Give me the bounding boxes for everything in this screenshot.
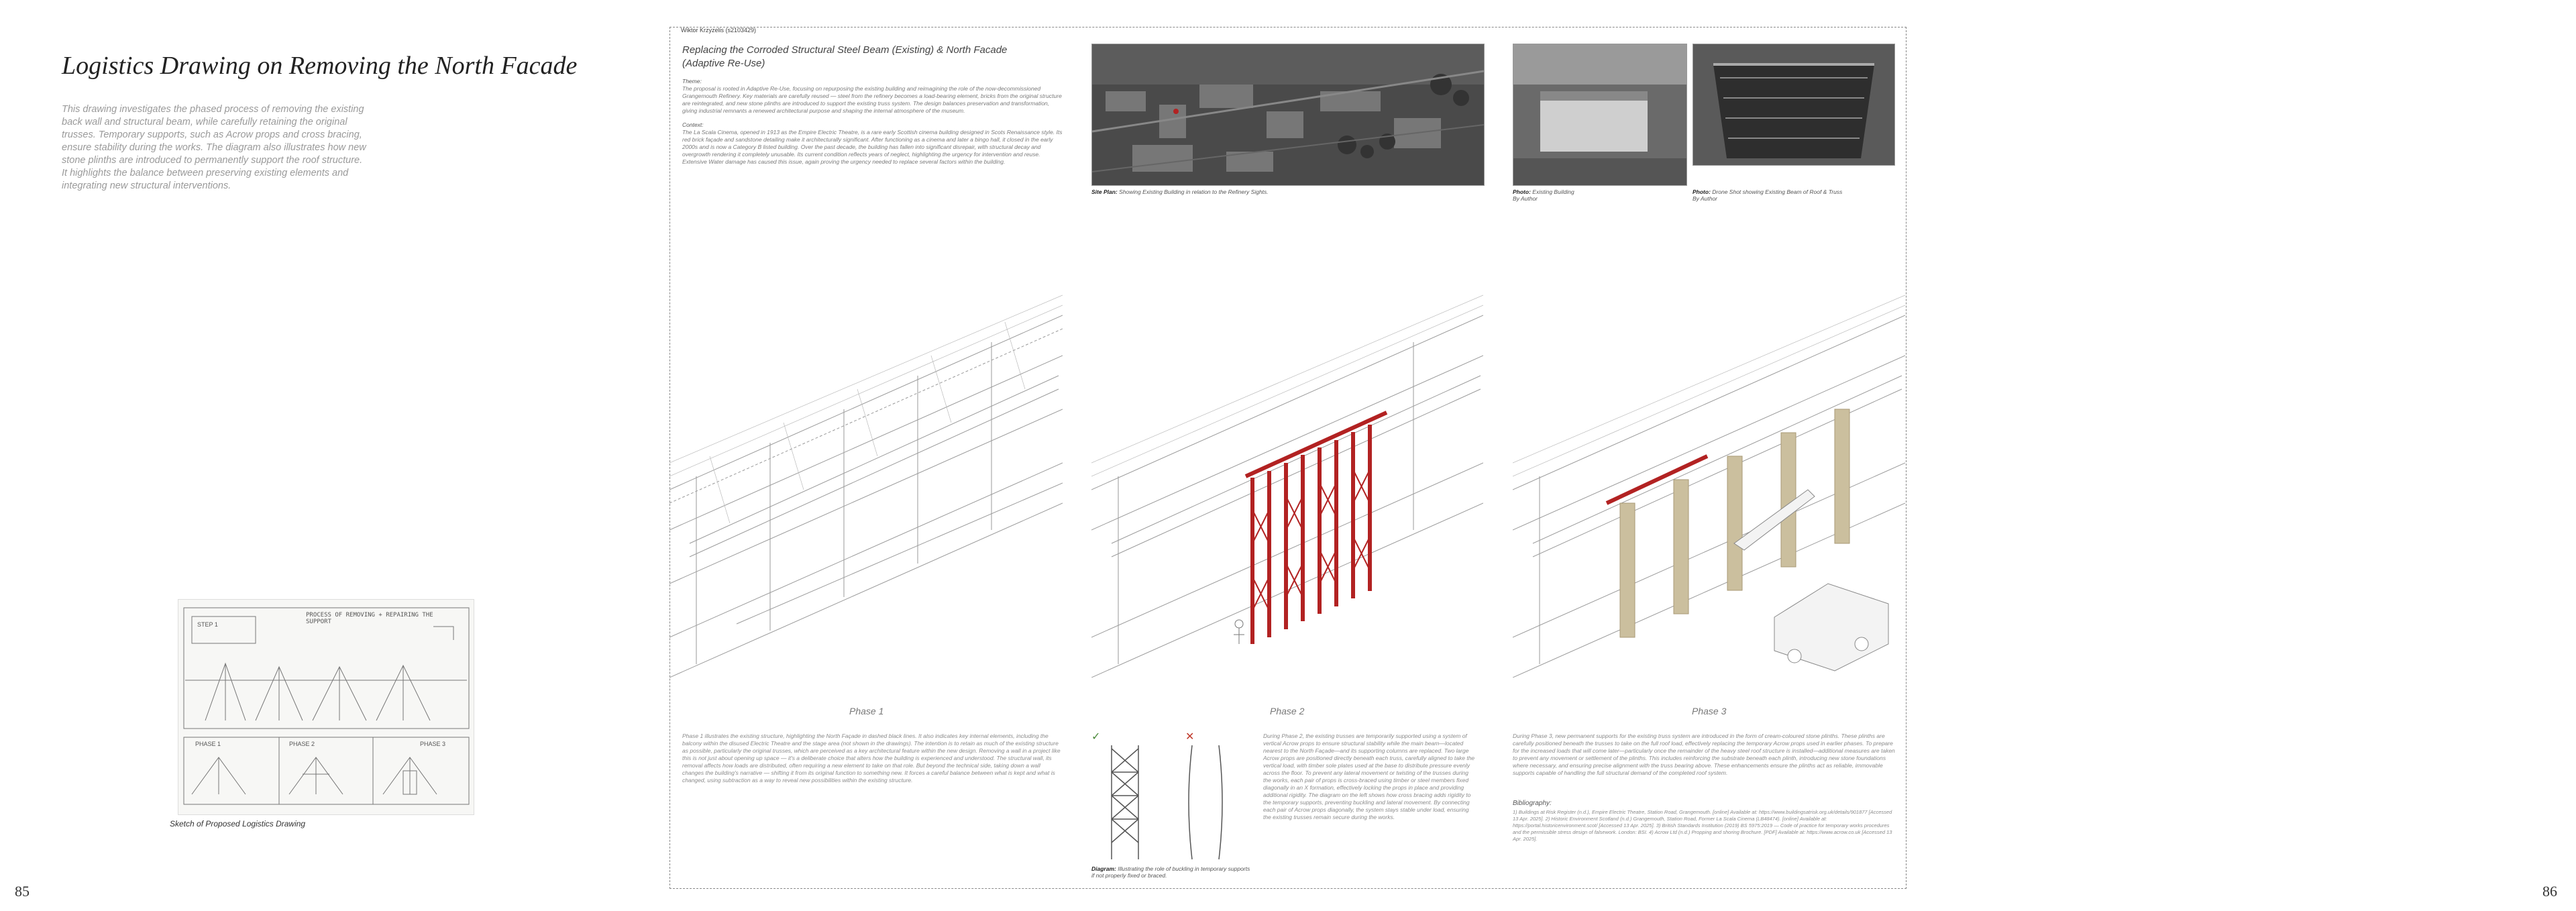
context-label: Context: xyxy=(682,121,704,128)
site-plan-caption-label: Site Plan: xyxy=(1091,189,1118,195)
cross-icon: ✕ xyxy=(1185,731,1195,743)
photo1-caption-text: Existing Building xyxy=(1532,189,1574,195)
concept-sketch xyxy=(178,599,474,815)
intro-paragraph: This drawing investigates the phased process of removing the existing back wall and structural beam, while carefully retaining the original trusses. Temporary supports, such as Acrow props and cross bracing, ensure stability during the works. The diagram also illustrates how new stone plinths are introduced to permanently support the roof structure. It highlights the balance between preserving existing elements and integrating new structural interventions. xyxy=(62,104,366,191)
check-icon: ✓ xyxy=(1091,731,1101,743)
phase-3-description: During Phase 3, new permanent supports for the existing truss system are introduced in the form of cream-coloured stone plinths. These plinths are carefully positioned beneath the trusses to take on the full roof load, effectively replacing the temporary Acrow props used in earlier phases. To prepare for the increased loads that will come later—particularly once the remainder of the heavy steel roof structure is installed—additional measures are taken to prevent any movement or settlement of the plinths. This includes reinforcing the substrate beneath each plinth, introducing new stone foundations where necessary, and ensuring precise alignment with the truss bearing above. These enhancements ensure the plinths act as reliable, immovable supports capable of handling the full structural demand of the completed roof system. xyxy=(1513,733,1895,776)
phase-1-label: Phase 1 xyxy=(849,706,884,716)
sketch-phase-3-label: PHASE 3 xyxy=(420,741,446,747)
diagram-caption xyxy=(1091,865,1252,879)
photo2-credit: By Author xyxy=(1693,195,1718,202)
drone-photo xyxy=(1693,44,1895,166)
sketch-phase-1-label: PHASE 1 xyxy=(195,741,221,747)
page-title: Logistics Drawing on Removing the North Facade xyxy=(62,52,578,80)
site-plan-image xyxy=(1091,44,1485,186)
phase-1-description: Phase 1 illustrates the existing structure, highlighting the North Façade in dashed black lines. It also indicates key internal elements, including the balcony within the disused Electric Theatre and the stage area (not shown in the drawings). The intention is to retain as much of the existing structure as possible, particularly the original trusses, which are perceived as a key architectural feature within the new design. Removing a wall in a project like this is not just about opening up space — it's a deliberate choice that alters how the building is experienced and understood. The structural wall, its removal affects how loads are distributed, often requiring a new element to take on that role. But beyond the technical side, taking down a wall changes the building's narrative — shifting it from its original function to something new. It forces a careful balance between what is kept and what is changed, using subtraction as a way to reveal new possibilities within the existing structure. xyxy=(682,733,1061,784)
phase-1-drawing xyxy=(669,208,1063,678)
bibliography-text: 1) Buildings at Risk Register (n.d.), Empire Electric Theatre, Station Road, Grangemouth. [online] Available at: https://www.buildingsatrisk.org.uk/details/901877 [Accessed 13 Apr. 2025]. 2) Historic Environment Scotland (n.d.) Grangemouth, Station Road, Former La Scala Cinema (LB48474). [online] Available at: https://portal.historicenvironment.scot/ [Accessed 13 Apr. 2025]. 3) British Standards Institution (2019) BS 5975:2019 — Code of practice for temporary works procedures and the permissible stress design of falsework. London: BSI. 4) Acrow Ltd (n.d.) Propping and shoring Brochure. [PDF] Available at: https://www.acrow.co.uk [Accessed 13 Apr. 2025]. xyxy=(1513,809,1892,842)
bibliography-title: Bibliography: xyxy=(1513,800,1552,807)
sketch-caption: Sketch of Proposed Logistics Drawing xyxy=(170,819,306,828)
project-title xyxy=(682,44,1085,70)
sketch-phase-2-label: PHASE 2 xyxy=(289,741,315,747)
phase-2-description: During Phase 2, the existing trusses are temporarily supported using a system of vertical Acrow props to ensure structural stability while the main beam—located nearest to the North Façade—and its supporting columns are replaced. Two large Acrow props are positioned directly beneath each truss, carefully aligned to take the vertical load, with timber sole plates used at the base to distribute pressure evenly across the floor. To prevent any lateral movement or twisting of the trusses during the works, each pair of props is cross-braced using timber or steel members fixed diagonally in an X formation, effectively locking the props in place and providing additional rigidity. The diagram on the left shows how cross bracing adds rigidity to the temporary supports, preventing buckling and lateral movement. By connecting each pair of Acrow props diagonally, the system stays stable under load, ensuring the existing trusses remain secure during the works. xyxy=(1263,733,1475,820)
photo1-credit: By Author xyxy=(1513,195,1538,202)
buckling-diagram xyxy=(1091,730,1252,864)
site-plan-caption-text: Showing Existing Building in relation to the Refinery Sights. xyxy=(1119,189,1269,195)
project-title-line2: (Adaptive Re-Use) xyxy=(682,58,765,69)
site-plan-caption xyxy=(1091,189,1269,195)
sketch-note: PROCESS OF REMOVING + REPAIRING THE SUPPORT xyxy=(306,612,433,625)
photo1-caption-label: Photo: xyxy=(1513,189,1531,195)
page-number-right: 86 xyxy=(2542,883,2557,900)
photo2-caption-text: Drone Shot showing Existing Beam of Roof & Truss xyxy=(1712,189,1843,195)
phase-2-label: Phase 2 xyxy=(1270,706,1305,716)
author-header: Wiktor Krzyzelis (s2103429) xyxy=(681,27,757,34)
phase-3-label: Phase 3 xyxy=(1692,706,1727,716)
photo2-caption xyxy=(1693,189,1894,202)
page-number-left: 85 xyxy=(15,883,30,900)
existing-building-photo xyxy=(1513,44,1687,186)
photo1-caption xyxy=(1513,189,1674,202)
theme-text: The proposal is rooted in Adaptive Re-Use, focusing on repurposing the existing building and reimagining the role of the now-decommissioned Grangemouth Refinery. Key materials are carefully reused — steel from the refinery becomes a load-bearing element, bricks from the original structure are reintegrated, and new stone plinths are introduced to support the existing truss system. The design balances preservation and transformation, giving industrial remnants a renewed architectural purpose and shaping the internal atmosphere of the museum. xyxy=(682,85,1062,114)
project-title-line1: Replacing the Corroded Structural Steel Beam (Existing) & North Facade xyxy=(682,44,1008,56)
context-text: The La Scala Cinema, opened in 1913 as the Empire Electric Theatre, is a rare early Scottish cinema building designed in Scots Renaissance style. Its red brick façade and sandstone detailing make it architecturally significant. After functioning as a cinema and later a bingo hall, it closed in the early 2000s and is now a Category B listed building. Over the past decade, the building has fallen into significant disrepair, with structural decay and overgrowth rendering it completely unusable. Its current condition reflects years of neglect, highlighting the urgency for intervention and reuse. Extensive Water damage has caused this issue, again proving the urgency needed to replace several factors within the building. xyxy=(682,129,1063,165)
photo2-caption-label: Photo: xyxy=(1693,189,1711,195)
phase-2-drawing xyxy=(1091,208,1483,678)
theme-label: Theme: xyxy=(682,78,702,85)
diagram-caption-label: Diagram: xyxy=(1091,865,1116,872)
theme-block xyxy=(682,78,1065,166)
diagram-caption-text: Illustrating the role of buckling in temporary supports if not properly fixed or braced. xyxy=(1091,865,1250,879)
phase-3-drawing xyxy=(1513,208,1905,678)
sketch-step-label: STEP 1 xyxy=(197,621,218,628)
